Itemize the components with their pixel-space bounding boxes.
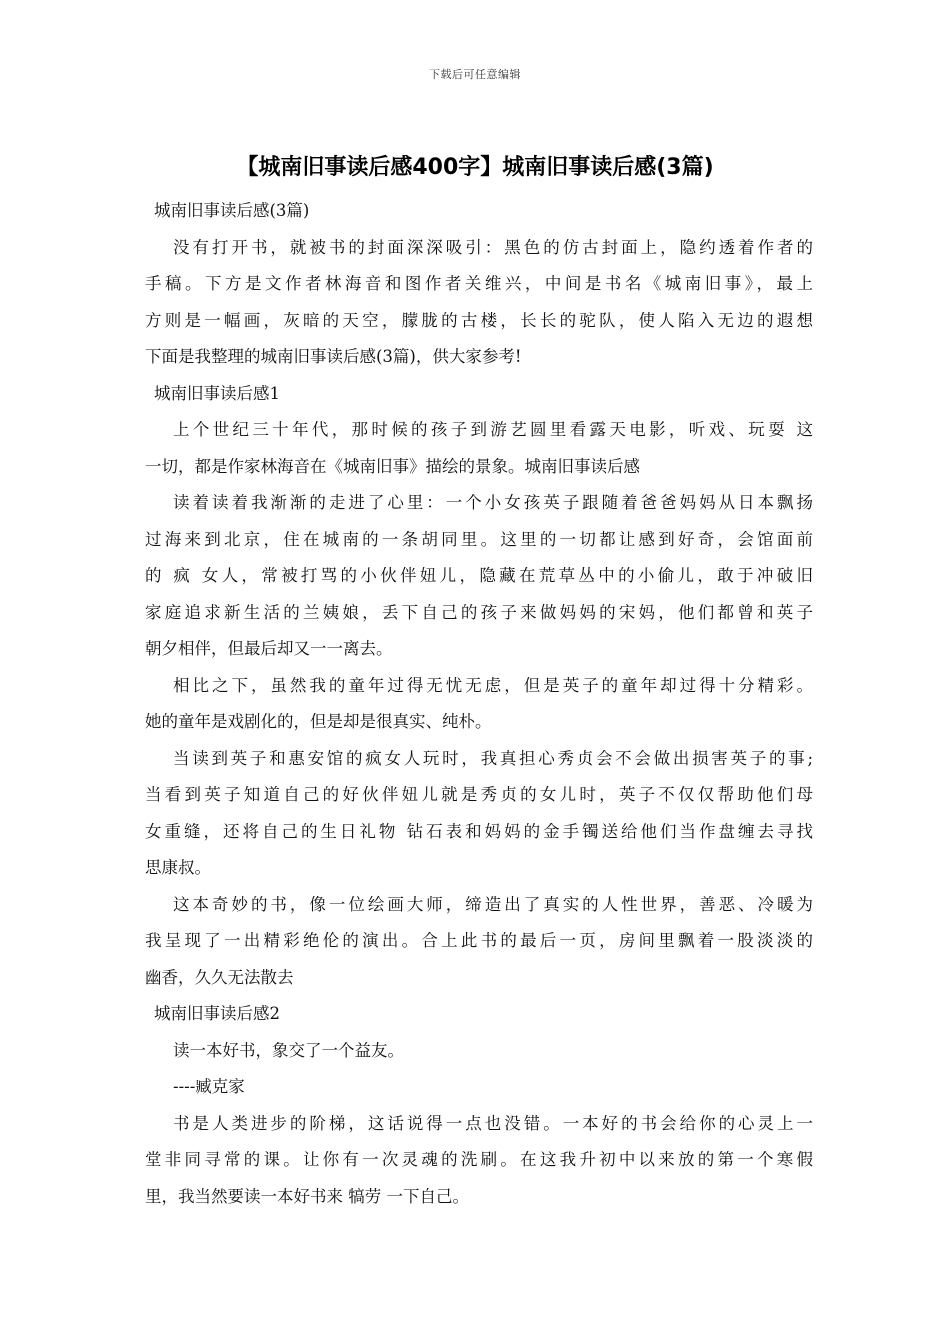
text-line: 幽香，久久无法散去: [145, 967, 294, 987]
section-heading: 城南旧事读后感1: [154, 383, 280, 403]
header-note: 下载后可任意编辑: [429, 68, 521, 81]
text-line: 方则是一幅画，灰暗的天空，朦胧的古楼，长长的驼队，使人陷入无边的遐想: [145, 310, 813, 330]
text-line: 她的童年是戏剧化的，但是却是很真实、纯朴。: [145, 712, 492, 731]
text-line: 朝夕相伴，但最后却又一一离去。: [145, 639, 393, 658]
text-line: 当读到英子和惠安馆的疯女人玩时，我真担心秀贞会不会做出损害英子的事;: [173, 748, 813, 768]
text-line: 堂非同寻常的课。让你有一次灵魂的洗刷。在这我升初中以来放的第一个寒假: [145, 1150, 813, 1169]
text-line: 下面是我整理的城南旧事读后感(3篇)，供大家参考!: [145, 347, 522, 366]
text-line: 一切，都是作家林海音在《城南旧事》描绘的景象。城南旧事读后感: [145, 456, 640, 476]
section-heading: 城南旧事读后感(3篇): [154, 201, 310, 220]
text-line: 书是人类进步的阶梯，这话说得一点也没错。一本好的书会给你的心灵上一: [173, 1113, 813, 1133]
text-line: 当看到英子知道自己的好伙伴妞儿就是秀贞的女儿时，英子不仅仅帮助他们母: [145, 785, 813, 804]
document-body: [145, 193, 813, 1215]
text-line: 读一本好书，象交了一个益友。: [173, 1040, 404, 1060]
text-line: 我呈现了一出精彩绝伦的演出。合上此书的最后一页，房间里飘着一股淡淡的: [145, 931, 813, 950]
text-line: 没有打开书，就被书的封面深深吸引：黑色的仿古封面上，隐约透着作者的: [173, 237, 813, 257]
text-line: 上个世纪三十年代，那时候的孩子到游艺圆里看露天电影，听戏、玩耍 这: [173, 420, 813, 439]
text-line: 过海来到北京，住在城南的一条胡同里。这里的一切都让感到好奇，会馆面前: [145, 529, 813, 549]
text-line: ----臧克家: [173, 1077, 245, 1096]
document-title: 【城南旧事读后感400字】城南旧事读后感(3篇): [236, 155, 714, 180]
text-line: 里，我当然要读一本好书来 犒劳 一下自己。: [145, 1186, 469, 1206]
text-line: 思康叔。: [145, 858, 211, 877]
text-line: 的 疯 女人，常被打骂的小伙伴妞儿，隐藏在荒草丛中的小偷儿，敢于冲破旧: [145, 566, 813, 585]
text-line: 女重缝，还将自己的生日礼物 钻石表和妈妈的金手镯送给他们当作盘缠去寻找: [145, 821, 813, 841]
text-line: 手稿。下方是文作者林海音和图作者关维兴，中间是书名《城南旧事》，最上: [145, 274, 813, 293]
text-line: 相比之下，虽然我的童年过得无忧无虑，但是英子的童年却过得十分精彩。: [173, 675, 813, 695]
text-line: 这本奇妙的书，像一位绘画大师，缔造出了真实的人性世界，善恶、冷暖为: [173, 894, 813, 914]
section-heading: 城南旧事读后感2: [154, 1004, 280, 1023]
text-line: 家庭追求新生活的兰姨娘，丢下自己的孩子来做妈妈的宋妈，他们都曾和英子: [145, 602, 813, 622]
text-line: 读着读着我渐渐的走进了心里：一个小女孩英子跟随着爸爸妈妈从日本飘扬: [173, 493, 813, 512]
